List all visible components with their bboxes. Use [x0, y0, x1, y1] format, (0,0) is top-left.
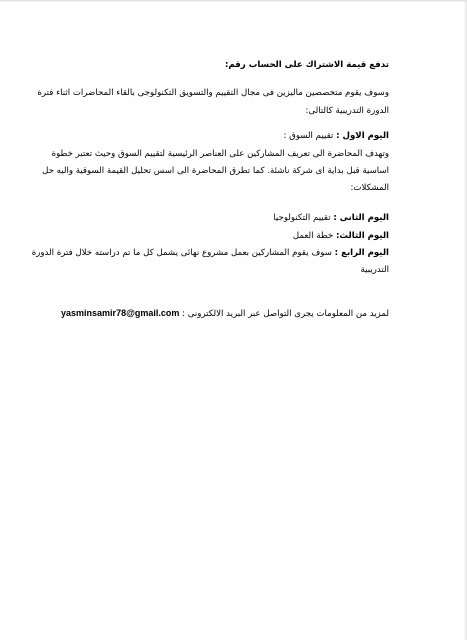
day3-heading	[293, 231, 389, 242]
day1-heading	[284, 131, 389, 142]
day3-title: خطة العمل	[292, 231, 334, 241]
day2-title: تقييم التكنولوجيا	[273, 213, 331, 223]
day2-label: اليوم الثانى :	[333, 213, 389, 223]
day1-line-1: وتهدف المحاضرة الى تعريف المشاركين على العناصر الرئيسية لتقييم السوق وحيث تعتبر خطوة	[51, 149, 389, 159]
contact-line	[61, 308, 389, 320]
intro-line-1: وسوف يقوم متخصصين ماليزين فى مجال التقييم والتسويق التكنولوجى بالقاء المحاضرات اثناء فترة	[37, 88, 389, 98]
day2-heading	[273, 213, 389, 224]
day1-line-2: اساسية قبل بداية اى شركة ناشئة. كما تطرق المحاضرة الى اسس تحليل القيمة السوقية واليه حل	[42, 166, 389, 176]
day1-label: اليوم الاول :	[336, 131, 389, 141]
day4-line-1: سوف يقوم المشاركين بعمل مشروع نهائى يشمل كل ما تم دراسته خلال فترة الدورة	[31, 248, 332, 258]
day4-heading	[32, 248, 389, 259]
day1-title: تقييم السوق :	[283, 131, 334, 141]
day4-line-2: التدريبية	[360, 265, 389, 275]
payment-heading: تدفع قيمة الاشتراك على الحساب رقم:	[224, 60, 389, 70]
day4-label: اليوم الرابع :	[334, 248, 389, 258]
day3-label: اليوم الثالث:	[335, 231, 389, 241]
intro-line-2: الدورة التدريبية كالتالى:	[305, 106, 389, 116]
scan-edge-top	[0, 0, 467, 2]
contact-email-link[interactable]: yasminsamir78@gmail.com	[61, 308, 180, 318]
day1-line-3: المشكلات:	[350, 183, 389, 193]
contact-text: لمزيد من المعلومات يجرى التواصل عبر البريد الالكترونى :	[182, 309, 389, 319]
